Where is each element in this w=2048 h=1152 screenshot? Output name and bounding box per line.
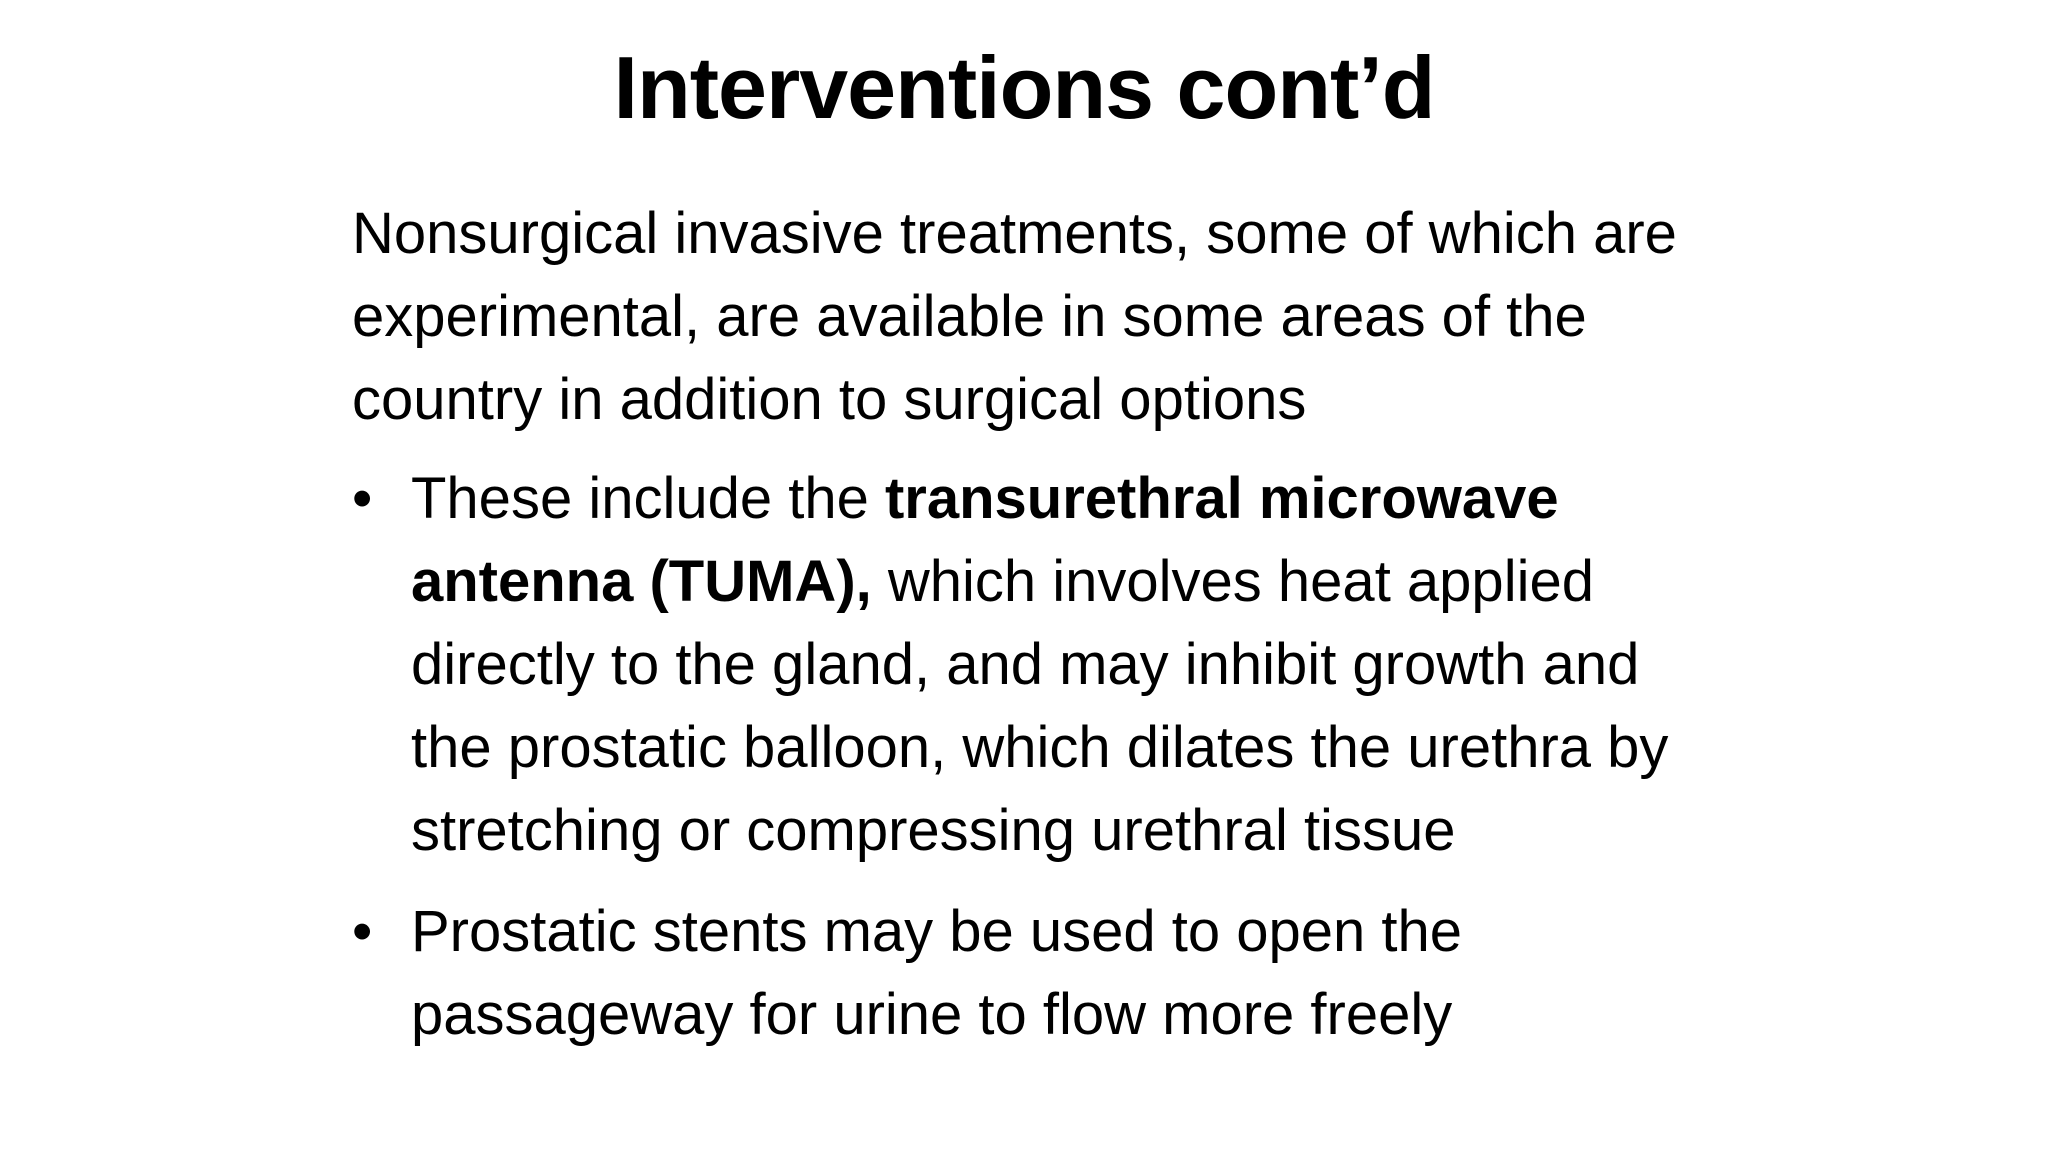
bullet-item-stents	[352, 890, 1711, 1056]
bullet-text-post: which involves heat applied directly to the gland, and may inhibit growth and the prostatic balloon, which dilates the urethra by stretching or compressing urethral tissue	[411, 549, 1669, 863]
bullet-text-pre: These include the	[411, 466, 885, 531]
intro-paragraph: Nonsurgical invasive treatments, some of which are experimental, are available in some areas of the country in addition to surgical options	[352, 201, 1677, 432]
slide-title: Interventions cont’d	[613, 38, 1435, 137]
bullet-dot-icon: •	[352, 466, 373, 531]
bullet-list	[352, 457, 1732, 1056]
bullet-dot-icon: •	[352, 899, 373, 964]
slide-body	[352, 192, 1732, 1074]
bullet-text: Prostatic stents may be used to open the passageway for urine to flow more freely	[411, 899, 1463, 1047]
bullet-text-bold-term: transurethral microwave antenna (TUMA),	[411, 466, 1559, 614]
bullet-item-tuma	[352, 457, 1711, 872]
